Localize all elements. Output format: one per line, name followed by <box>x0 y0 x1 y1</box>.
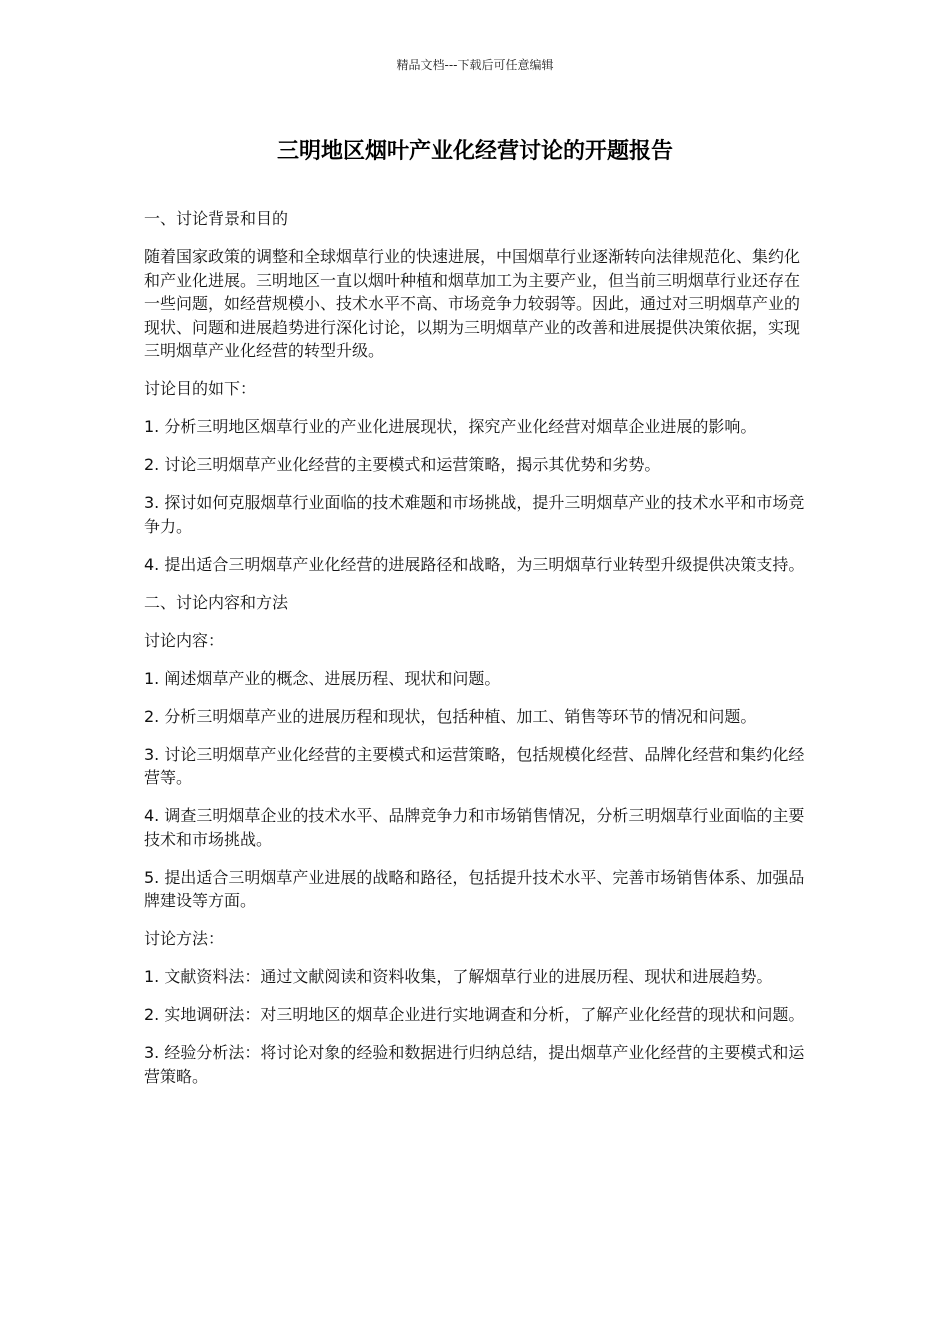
header-note: 精品文档---下载后可任意编辑 <box>396 58 554 72</box>
purpose-item: 4. 提出适合三明烟草产业化经营的进展路径和战略，为三明烟草行业转型升级提供决策支持。 <box>144 554 805 574</box>
content-item: 4. 调查三明烟草企业的技术水平、品牌竞争力和市场销售情况，分析三明烟草行业面临的主要技术和市场挑战。 <box>144 806 805 849</box>
purpose-label: 讨论目的如下： <box>144 379 257 398</box>
method-list <box>144 965 808 1088</box>
purpose-item: 2. 讨论三明烟草产业化经营的主要模式和运营策略，揭示其优势和劣势。 <box>144 455 661 474</box>
content-item: 3. 讨论三明烟草产业化经营的主要模式和运营策略，包括规模化经营、品牌化经营和集约化经营等。 <box>144 744 805 787</box>
section-heading-background: 一、讨论背景和目的 <box>144 209 289 228</box>
method-item: 3. 经验分析法：将讨论对象的经验和数据进行归纳总结，提出烟草产业化经营的主要模式和运营策略。 <box>144 1043 805 1086</box>
content-item: 1. 阐述烟草产业的概念、进展历程、现状和问题。 <box>144 668 501 688</box>
content-label: 讨论内容： <box>144 630 225 650</box>
section-heading-content-method: 二、讨论内容和方法 <box>144 592 289 612</box>
purpose-item: 1. 分析三明地区烟草行业的产业化进展现状，探究产业化经营对烟草企业进展的影响。 <box>144 417 757 436</box>
background-paragraph: 随着国家政策的调整和全球烟草行业的快速进展，中国烟草行业逐渐转向法律规范化、集约化和产业化进展。三明地区一直以烟叶种植和烟草加工为主要产业，但当前三明烟草行业还存在一些问题，如经营规模小、技术水平不高、市场竞争力较弱等。因此，通过对三明烟草产业的现状、问题和进展趋势进行深化讨论，以期为三明烟草产业的改善和进展提供决策依据，实现三明烟草产业化经营的转型升级。 <box>144 247 801 360</box>
document-body <box>144 207 808 1103</box>
document-title: 三明地区烟叶产业化经营讨论的开题报告 <box>276 139 673 164</box>
content-item: 5. 提出适合三明烟草产业进展的战略和路径，包括提升技术水平、完善市场销售体系、加强品牌建设等方面。 <box>144 867 805 910</box>
content-item: 2. 分析三明烟草产业的进展历程和现状，包括种植、加工、销售等环节的情况和问题。 <box>144 706 757 726</box>
method-item: 1. 文献资料法：通过文献阅读和资料收集，了解烟草行业的进展历程、现状和进展趋势。 <box>144 967 773 986</box>
content-list <box>144 667 808 913</box>
method-label: 讨论方法： <box>144 929 225 948</box>
purpose-item: 3. 探讨如何克服烟草行业面临的技术难题和市场挑战，提升三明烟草产业的技术水平和市场竞争力。 <box>144 493 805 536</box>
method-item: 2. 实地调研法：对三明地区的烟草企业进行实地调查和分析，了解产业化经营的现状和问题。 <box>144 1005 805 1024</box>
purpose-list <box>144 415 808 576</box>
